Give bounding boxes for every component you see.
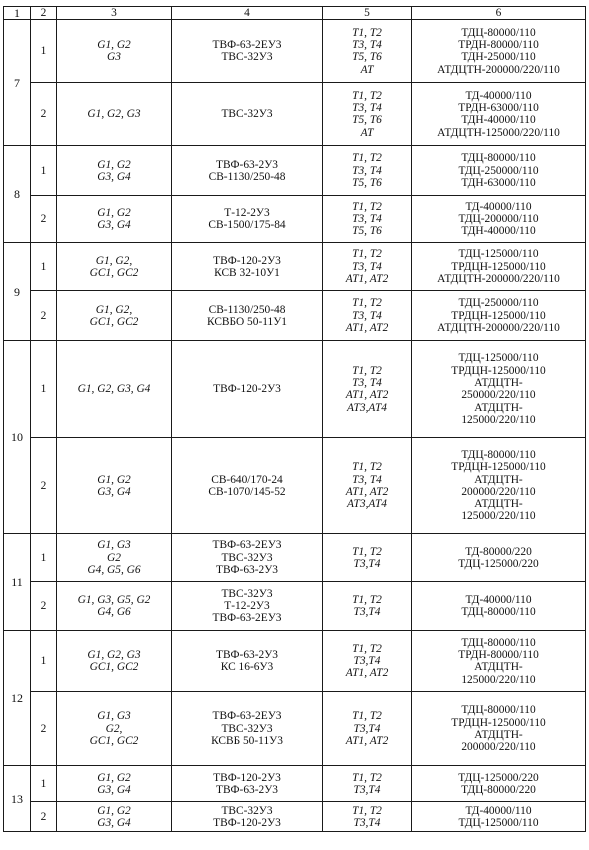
transformer-type-line: ТДН-40000/110 xyxy=(461,114,536,127)
transformer-type-line: 125000/220/110 xyxy=(461,510,536,523)
transformer-type-line: 200000/220/110 xyxy=(461,485,536,498)
generator-cell xyxy=(57,766,172,802)
generator-type-line: ТВФ-63-2У3 xyxy=(216,563,278,576)
generator-type-line: ТВФ-120-2У3 xyxy=(213,771,281,784)
equipment-table xyxy=(3,6,586,832)
generator-type-line: СВ-640/170-24 xyxy=(211,473,283,486)
generator-type-line: СВ-1070/145-52 xyxy=(208,485,286,498)
transformer-type-line: ТДЦ-80000/110 xyxy=(461,606,536,619)
header-cell-1: 1 xyxy=(4,7,31,20)
transformer-type-line: ТРДЦН-125000/110 xyxy=(451,309,546,322)
header-cell-5: 5 xyxy=(323,7,412,20)
generator-line: G3, G4 xyxy=(97,783,131,796)
transformer-type-line: АТДЦТН-200000/220/110 xyxy=(437,272,560,285)
transformer-line: T3,T4 xyxy=(353,557,381,570)
variant-index-cell: 2 xyxy=(31,582,57,631)
generator-line: G1, G2 xyxy=(97,804,131,817)
transformer-cell xyxy=(323,692,412,766)
transformer-line: AT xyxy=(360,63,374,76)
generator-type-cell xyxy=(172,438,323,534)
transformer-line: T1, T2 xyxy=(352,594,382,606)
transformer-line: T5, T6 xyxy=(352,51,382,64)
group-number-cell: 9 xyxy=(4,243,31,341)
variant-index-cell: 2 xyxy=(31,438,57,534)
variant-row xyxy=(4,341,586,438)
transformer-cell xyxy=(323,631,412,692)
transformer-line: T1, T2 xyxy=(352,461,382,474)
transformer-type-line: ТРДН-80000/110 xyxy=(458,39,539,51)
transformer-line: T3,T4 xyxy=(353,816,381,829)
variant-index-cell: 1 xyxy=(31,631,57,692)
transformer-line: AT xyxy=(360,126,374,139)
generator-cell xyxy=(57,802,172,832)
generator-type-cell xyxy=(172,631,323,692)
generator-type-line: ТВС-32У3 xyxy=(221,108,273,121)
generator-cell xyxy=(57,20,172,83)
transformer-line: T3,T4 xyxy=(353,606,381,619)
transformer-type-cell xyxy=(412,196,586,243)
generator-cell xyxy=(57,146,172,196)
generator-cell xyxy=(57,534,172,582)
generator-line: G1, G2, G3, G4 xyxy=(77,383,151,396)
generator-line: G3, G4 xyxy=(97,170,131,183)
generator-cell xyxy=(57,692,172,766)
header-row xyxy=(4,7,586,20)
transformer-line: T3, T4 xyxy=(352,213,382,226)
variant-row xyxy=(4,243,586,291)
transformer-line: T3, T4 xyxy=(352,377,382,389)
transformer-type-line: АТДЦТН- xyxy=(474,661,523,674)
transformer-cell xyxy=(323,291,412,341)
group-number-cell: 12 xyxy=(4,631,31,766)
generator-type-line: ТВС-32У3 xyxy=(221,51,273,64)
variant-row xyxy=(4,766,586,802)
transformer-type-line: ТРДН-80000/110 xyxy=(458,649,539,661)
variant-index-cell: 2 xyxy=(31,802,57,832)
variant-row xyxy=(4,631,586,692)
transformer-type-line: 125000/220/110 xyxy=(461,673,536,686)
transformer-type-cell xyxy=(412,341,586,438)
transformer-line: T3, T4 xyxy=(352,473,382,486)
transformer-line: T3, T4 xyxy=(352,39,382,51)
variant-row xyxy=(4,196,586,243)
generator-type-cell xyxy=(172,582,323,631)
generator-type-line: ТВФ-120-2У3 xyxy=(213,254,281,267)
generator-type-cell xyxy=(172,20,323,83)
transformer-line: T3, T4 xyxy=(352,260,382,273)
generator-line: GC1, GC2 xyxy=(89,315,139,328)
generator-cell xyxy=(57,631,172,692)
variant-row xyxy=(4,438,586,534)
transformer-cell xyxy=(323,766,412,802)
transformer-type-line: ТРДЦН-125000/110 xyxy=(451,364,546,377)
transformer-type-line: ТДЦ-125000/220 xyxy=(458,771,539,784)
generator-line: GC1, GC2 xyxy=(89,266,139,279)
transformer-line: T3, T4 xyxy=(352,164,382,177)
variant-index-cell: 1 xyxy=(31,20,57,83)
generator-type-cell xyxy=(172,341,323,438)
transformer-line: T1, T2 xyxy=(352,26,382,39)
generator-cell xyxy=(57,341,172,438)
variant-index-cell: 1 xyxy=(31,534,57,582)
transformer-type-cell xyxy=(412,243,586,291)
transformer-type-line: ТДЦ-125000/110 xyxy=(458,248,539,261)
transformer-type-line: ТДЦ-80000/110 xyxy=(461,152,536,165)
generator-line: G1, G2, xyxy=(95,303,133,316)
transformer-type-line: ТРДЦН-125000/110 xyxy=(451,260,546,273)
generator-type-line: КСВ 32-10У1 xyxy=(214,266,280,279)
transformer-type-line: АТДЦТН-200000/220/110 xyxy=(437,63,560,76)
generator-type-line: ТВФ-120-2У3 xyxy=(213,816,281,829)
generator-type-line: КСВБО 50-11У1 xyxy=(207,315,287,328)
transformer-cell xyxy=(323,83,412,146)
generator-type-line: ТВС-32У3 xyxy=(221,804,273,817)
transformer-line: AT1, AT2 xyxy=(345,389,389,402)
generator-type-line: СВ-1500/175-84 xyxy=(208,219,286,232)
transformer-line: T1, T2 xyxy=(352,804,382,817)
transformer-cell xyxy=(323,20,412,83)
transformer-type-cell xyxy=(412,146,586,196)
generator-type-cell xyxy=(172,291,323,341)
transformer-type-line: ТДН-25000/110 xyxy=(461,51,536,64)
generator-line: G4, G6 xyxy=(97,606,131,619)
transformer-type-cell xyxy=(412,438,586,534)
variant-row xyxy=(4,802,586,832)
variant-row xyxy=(4,534,586,582)
header-cell-3: 3 xyxy=(57,7,172,20)
transformer-line: T1, T2 xyxy=(352,771,382,784)
generator-line: G1, G2, G3 xyxy=(87,108,141,121)
transformer-line: T3,T4 xyxy=(353,783,381,796)
generator-type-line: ТВФ-63-2ЕУ3 xyxy=(212,39,282,51)
generator-line: G3, G4 xyxy=(97,485,131,498)
generator-cell xyxy=(57,243,172,291)
transformer-line: AT1, AT2 xyxy=(345,485,389,498)
transformer-type-line: ТДЦ-80000/110 xyxy=(461,448,536,461)
variant-index-cell: 2 xyxy=(31,692,57,766)
transformer-type-cell xyxy=(412,802,586,832)
transformer-type-line: ТД-40000/110 xyxy=(465,200,532,213)
generator-cell xyxy=(57,83,172,146)
header-cell-6: 6 xyxy=(412,7,586,20)
transformer-type-line: АТДЦТН- xyxy=(474,377,523,389)
generator-line: G3 xyxy=(107,51,121,64)
transformer-type-line: ТДН-63000/110 xyxy=(461,176,536,189)
generator-line: G1, G2 xyxy=(97,473,131,486)
generator-line: GC1, GC2 xyxy=(89,734,139,747)
transformer-line: AT3,AT4 xyxy=(347,401,387,414)
generator-line: G4, G5, G6 xyxy=(87,563,141,576)
generator-type-line: Т-12-2У3 xyxy=(224,207,270,219)
transformer-type-line: ТРДН-63000/110 xyxy=(458,102,539,114)
transformer-type-line: АТДЦТН-200000/220/110 xyxy=(437,321,560,334)
transformer-type-line: ТДЦ-250000/110 xyxy=(458,297,539,310)
transformer-line: AT1, AT2 xyxy=(345,667,389,680)
transformer-line: T1, T2 xyxy=(352,297,382,310)
transformer-type-line: ТДЦ-125000/110 xyxy=(458,352,539,365)
generator-type-line: КСВБ 50-11У3 xyxy=(211,734,283,747)
generator-type-line: ТВФ-63-2ЕУ3 xyxy=(212,539,282,552)
generator-type-line: ТВС-32У3 xyxy=(221,722,273,735)
transformer-type-cell xyxy=(412,766,586,802)
transformer-line: AT1, AT2 xyxy=(345,734,389,747)
transformer-type-cell xyxy=(412,534,586,582)
transformer-type-line: ТД-80000/220 xyxy=(465,545,532,558)
transformer-line: AT1, AT2 xyxy=(345,321,389,334)
transformer-type-line: ТД-40000/110 xyxy=(465,804,532,817)
generator-line: G1, G3 xyxy=(97,539,131,552)
variant-index-cell: 1 xyxy=(31,341,57,438)
variant-row xyxy=(4,20,586,83)
transformer-cell xyxy=(323,802,412,832)
generator-cell xyxy=(57,291,172,341)
generator-line: G2, xyxy=(105,722,123,735)
generator-type-line: ТВФ-63-2У3 xyxy=(216,649,278,661)
transformer-type-line: 250000/220/110 xyxy=(461,389,536,402)
transformer-line: AT1, AT2 xyxy=(345,272,389,285)
variant-index-cell: 1 xyxy=(31,146,57,196)
variant-row xyxy=(4,291,586,341)
variant-index-cell: 2 xyxy=(31,196,57,243)
generator-type-cell xyxy=(172,196,323,243)
transformer-type-cell xyxy=(412,20,586,83)
generator-type-line: ТВФ-63-2ЕУ3 xyxy=(212,612,282,625)
generator-type-line: ТВФ-63-2У3 xyxy=(216,783,278,796)
generator-line: G1, G2 xyxy=(97,39,131,51)
variant-row xyxy=(4,692,586,766)
generator-line: G1, G2 xyxy=(97,207,131,219)
generator-line: G3, G4 xyxy=(97,219,131,232)
generator-cell xyxy=(57,196,172,243)
transformer-cell xyxy=(323,438,412,534)
generator-type-cell xyxy=(172,766,323,802)
generator-type-cell xyxy=(172,83,323,146)
table-body xyxy=(4,7,586,832)
transformer-type-line: АТДЦТН- xyxy=(474,473,523,486)
group-number-cell: 8 xyxy=(4,146,31,243)
transformer-cell xyxy=(323,146,412,196)
transformer-cell xyxy=(323,582,412,631)
generator-line: G1, G2 xyxy=(97,158,131,171)
generator-type-cell xyxy=(172,802,323,832)
transformer-type-line: ТДЦ-80000/220 xyxy=(461,783,536,796)
transformer-type-line: ТДЦ-200000/110 xyxy=(458,213,539,226)
variant-index-cell: 2 xyxy=(31,291,57,341)
header-cell-2: 2 xyxy=(31,7,57,20)
transformer-type-line: ТДЦ-125000/110 xyxy=(458,816,539,829)
transformer-type-line: ТДЦ-80000/110 xyxy=(461,636,536,649)
transformer-type-line: ТРДЦН-125000/110 xyxy=(451,716,546,729)
transformer-type-line: ТД-40000/110 xyxy=(465,594,532,606)
generator-line: G1, G3 xyxy=(97,710,131,723)
transformer-line: T1, T2 xyxy=(352,710,382,723)
transformer-line: T1, T2 xyxy=(352,545,382,558)
transformer-line: T3, T4 xyxy=(352,102,382,114)
generator-type-line: СВ-1130/250-48 xyxy=(208,303,286,316)
transformer-line: T3,T4 xyxy=(353,722,381,735)
generator-line: G1, G2, G3 xyxy=(87,649,141,661)
transformer-type-line: ТДЦ-80000/110 xyxy=(461,704,536,717)
generator-line: G1, G2, xyxy=(95,254,133,267)
variant-row xyxy=(4,582,586,631)
transformer-line: T3,T4 xyxy=(353,655,381,668)
transformer-line: T5, T6 xyxy=(352,176,382,189)
transformer-type-cell xyxy=(412,582,586,631)
group-number-cell: 13 xyxy=(4,766,31,832)
transformer-type-line: 200000/220/110 xyxy=(461,741,536,754)
generator-line: G1, G2 xyxy=(97,771,131,784)
generator-type-line: ТВС-32У3 xyxy=(221,587,273,600)
generator-line: G3, G4 xyxy=(97,816,131,829)
generator-type-line: ТВФ-63-2У3 xyxy=(216,158,278,171)
transformer-line: T1, T2 xyxy=(352,152,382,165)
transformer-cell xyxy=(323,341,412,438)
generator-type-cell xyxy=(172,243,323,291)
transformer-line: T1, T2 xyxy=(352,642,382,655)
transformer-line: T3, T4 xyxy=(352,309,382,322)
generator-type-cell xyxy=(172,146,323,196)
generator-type-line: ТВФ-63-2ЕУ3 xyxy=(212,710,282,723)
group-number-cell: 11 xyxy=(4,534,31,631)
transformer-line: T1, T2 xyxy=(352,248,382,261)
generator-line: G2 xyxy=(107,551,121,564)
transformer-cell xyxy=(323,534,412,582)
transformer-type-line: ТДЦ-80000/110 xyxy=(461,26,536,39)
transformer-cell xyxy=(323,196,412,243)
variant-index-cell: 1 xyxy=(31,766,57,802)
transformer-cell xyxy=(323,243,412,291)
generator-line: G1, G3, G5, G2 xyxy=(77,594,151,606)
generator-type-line: Т-12-2У3 xyxy=(224,600,270,613)
transformer-line: T1, T2 xyxy=(352,89,382,102)
transformer-line: T1, T2 xyxy=(352,200,382,213)
generator-type-cell xyxy=(172,692,323,766)
variant-row xyxy=(4,146,586,196)
transformer-type-cell xyxy=(412,83,586,146)
transformer-type-cell xyxy=(412,291,586,341)
transformer-type-line: ТРДЦН-125000/110 xyxy=(451,461,546,474)
transformer-type-line: ТДЦ-250000/110 xyxy=(458,164,539,177)
variant-index-cell: 2 xyxy=(31,83,57,146)
transformer-line: T1, T2 xyxy=(352,364,382,377)
transformer-line: T5, T6 xyxy=(352,225,382,238)
transformer-type-line: ТД-40000/110 xyxy=(465,89,532,102)
transformer-type-line: АТДЦТН- xyxy=(474,401,523,414)
group-number-cell: 7 xyxy=(4,20,31,146)
generator-type-cell xyxy=(172,534,323,582)
generator-type-line: СВ-1130/250-48 xyxy=(208,170,286,183)
transformer-type-cell xyxy=(412,631,586,692)
variant-index-cell: 1 xyxy=(31,243,57,291)
transformer-line: AT3,AT4 xyxy=(347,498,387,511)
generator-type-line: КС 16-6У3 xyxy=(220,661,274,674)
generator-cell xyxy=(57,582,172,631)
generator-line: GC1, GC2 xyxy=(89,661,139,674)
transformer-type-line: АТДЦТН-125000/220/110 xyxy=(437,126,560,139)
transformer-type-line: АТДЦТН- xyxy=(474,728,523,741)
transformer-type-line: 125000/220/110 xyxy=(461,413,536,426)
transformer-type-cell xyxy=(412,692,586,766)
transformer-type-line: АТДЦТН- xyxy=(474,498,523,511)
generator-cell xyxy=(57,438,172,534)
transformer-type-line: ТДН-40000/110 xyxy=(461,225,536,238)
header-cell-4: 4 xyxy=(172,7,323,20)
generator-type-line: ТВС-32У3 xyxy=(221,551,273,564)
variant-row xyxy=(4,83,586,146)
transformer-type-line: ТДЦ-125000/220 xyxy=(458,557,539,570)
generator-type-line: ТВФ-120-2У3 xyxy=(213,383,281,396)
group-number-cell: 10 xyxy=(4,341,31,534)
transformer-line: T5, T6 xyxy=(352,114,382,127)
